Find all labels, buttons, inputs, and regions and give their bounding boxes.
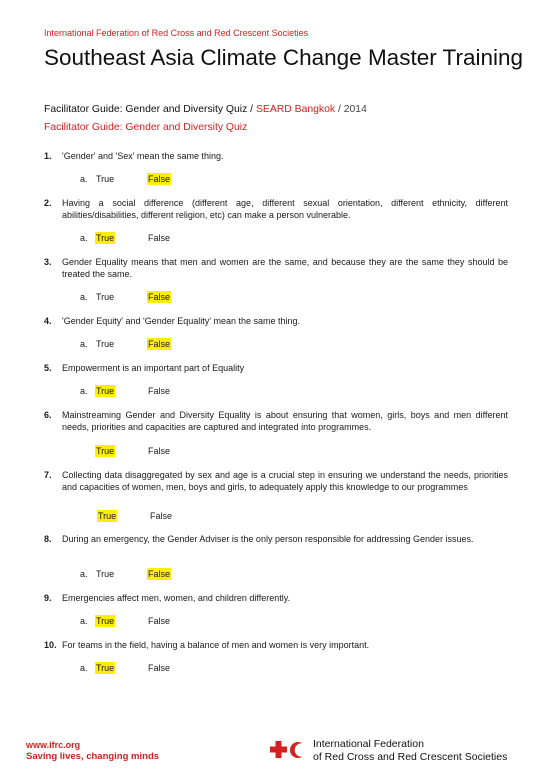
- option-false: False: [148, 446, 171, 456]
- subtitle-location: SEARD Bangkok: [255, 104, 336, 115]
- quiz-question: [44, 150, 508, 162]
- question-text: During an emergency, the Gender Adviser is the only person responsible for addressing Gender issues.: [62, 534, 474, 544]
- question-text: 'Gender Equity' and 'Gender Equality' mean the same thing.: [62, 316, 301, 326]
- quiz-question: [44, 639, 508, 651]
- quiz-question: [44, 533, 508, 545]
- question-text: 'Gender' and 'Sex' mean the same thing.: [62, 151, 224, 161]
- option-true: True: [96, 292, 115, 302]
- question-number: 5.: [44, 363, 52, 373]
- quiz-question: [44, 256, 508, 280]
- option-true: True: [96, 174, 115, 184]
- question-text: Gender Equality means that men and women are the same, and because they are the same they should be treated the same.: [62, 257, 508, 279]
- question-text: For teams in the field, having a balance of men and women is very important.: [62, 640, 370, 650]
- quiz-question: [44, 469, 508, 493]
- option-true: True: [96, 339, 115, 349]
- red-cross-logo-icon: [270, 741, 287, 758]
- question-number: 6.: [44, 410, 52, 420]
- answer-label: a.: [80, 569, 88, 579]
- page-title: Southeast Asia Climate Change Master Training: [44, 45, 524, 70]
- question-number: 2.: [44, 198, 52, 208]
- question-text: Mainstreaming Gender and Diversity Equality is about ensuring that women, girls, boys and men different needs, priorities and capacities are captured and integrated into programmes.: [62, 410, 508, 432]
- subtitle-year: / 2014: [335, 104, 367, 115]
- red-crescent-logo-icon: [290, 742, 308, 758]
- option-true-highlighted: True: [96, 446, 115, 456]
- question-text: Emergencies affect men, women, and children differently.: [62, 593, 291, 603]
- question-text: Having a social difference (different age, different sexual orientation, different ethnicity, different abilities/disabilities, different religion, etc) can make a person vulnerable.: [62, 198, 508, 220]
- option-false: False: [150, 511, 173, 521]
- option-false-highlighted: False: [148, 569, 171, 579]
- answer-label: a.: [80, 386, 88, 396]
- answer-label: a.: [80, 616, 88, 626]
- document-subtitle: [44, 104, 367, 115]
- option-false: False: [148, 663, 171, 673]
- option-false-highlighted: False: [148, 292, 171, 302]
- quiz-question: [44, 315, 508, 327]
- option-false: False: [148, 616, 171, 626]
- option-false: False: [148, 233, 171, 243]
- question-number: 8.: [44, 534, 52, 544]
- option-true: True: [96, 569, 115, 579]
- question-number: 3.: [44, 257, 52, 267]
- footer-organization-line1: International Federation: [313, 738, 424, 750]
- subtitle-guide: Facilitator Guide: Gender and Diversity Quiz /: [44, 104, 256, 115]
- option-true-highlighted: True: [96, 386, 115, 396]
- answer-label: a.: [80, 174, 88, 184]
- question-text: Empowerment is an important part of Equality: [62, 363, 245, 373]
- question-number: 4.: [44, 316, 52, 326]
- quiz-question: [44, 409, 508, 433]
- answer-label: a.: [80, 292, 88, 302]
- question-text: Collecting data disaggregated by sex and age is a crucial step in ensuring we understand the needs, priorities and capacities of women, men, boys and girls, to adequately apply this knowledge to our programmes: [62, 470, 508, 492]
- option-true-highlighted: True: [98, 511, 117, 521]
- option-false-highlighted: False: [148, 174, 171, 184]
- footer-website-link[interactable]: www.ifrc.org: [26, 740, 81, 750]
- quiz-question: [44, 362, 508, 374]
- section-heading: Facilitator Guide: Gender and Diversity Quiz: [44, 122, 248, 133]
- question-number: 7.: [44, 470, 52, 480]
- footer-organization-line2: of Red Cross and Red Crescent Societies: [313, 751, 508, 763]
- question-number: 9.: [44, 593, 52, 603]
- option-true-highlighted: True: [96, 663, 115, 673]
- footer-slogan: Saving lives, changing minds: [26, 751, 160, 762]
- option-false-highlighted: False: [148, 339, 171, 349]
- answer-label: a.: [80, 233, 88, 243]
- answer-label: a.: [80, 339, 88, 349]
- answer-label: a.: [80, 663, 88, 673]
- option-false: False: [148, 386, 171, 396]
- question-number: 10.: [44, 640, 57, 650]
- ifrc-logo-icon: [270, 741, 308, 759]
- option-true-highlighted: True: [96, 233, 115, 243]
- quiz-question: [44, 197, 508, 221]
- header-organization: International Federation of Red Cross and Red Crescent Societies: [44, 28, 309, 38]
- quiz-question: [44, 592, 508, 604]
- option-true-highlighted: True: [96, 616, 115, 626]
- question-number: 1.: [44, 151, 52, 161]
